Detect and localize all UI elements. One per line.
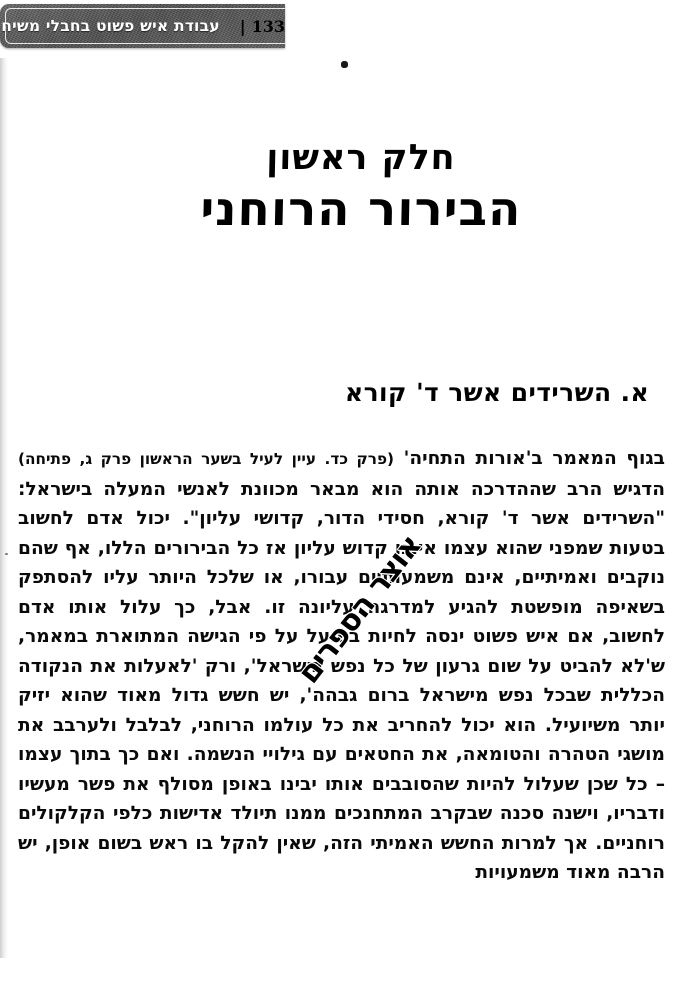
scan-speck-artifact xyxy=(341,61,348,68)
running-head-title: עבודת איש פשוט בחבלי משיח xyxy=(1,17,220,35)
paragraph-source-reference: (פרק כד. עיין לעיל בשער הראשון פרק ג, פתיחה) xyxy=(18,450,395,468)
running-head-separator: | xyxy=(239,16,246,36)
scan-speck-artifact xyxy=(5,553,8,555)
title-block xyxy=(0,140,687,237)
body-paragraph xyxy=(18,444,665,888)
page-title: הבירור הרוחני xyxy=(199,181,523,237)
running-head-banner xyxy=(0,4,285,48)
part-label: חלק ראשון xyxy=(265,138,457,178)
section-heading: א. השרידים אשר ד' קורא xyxy=(344,378,650,407)
paragraph-body: הדגיש הרב שההדרכה אותה הוא מבאר מכוונת לאנשי המעלה בישראל: "השרידים אשר ד' קורא, חסידי הדור, קדושי עליון". יכול אדם לחשוב בטעות שמפני שהוא עצמו איננו קדוש עליון אז כל הבירורים הללו, אף שהם נוקבים ואמיתיים, אינם משמעותיים עבורו, או שלכל היותר עליו להסתפק בשאיפה מופשטת להגיע למדרגה עליונה זו. אבל, כך עלול אותו אדם לחשוב, אם איש פשוט ינסה לחיות בפועל על פי הגישה המתוארת במאמר, ש'לא להביט על שום גרעון של כל נפש בישראל', ורק 'לאעלות את הנקודה הכללית שבכל נפש מישראל ברום גבהה', יש חשש גדול מאוד שהוא יזיק יותר משיועיל. הוא יכול להחריב את כל עולמו הרוחני, לבלבל ולערבב את מושגי הטהרה והטומאה, את החטאים עם גילויי הנשמה. ואם כך בתוך עצמו – כל שכן שעלול להיות שהסובבים אותו יבינו באופן מסולף את פשר מעשיו ודבריו, וישנה סכנה שבקרב המתחנכים ממנו תיולד אדישות כלפי הקלקולים רוחניים. אך למרות החשש האמיתי הזה, שאין להקל בו ראש בשום אופן, יש הרבה מאוד משמעויות xyxy=(18,478,665,883)
running-head-page-number: 133 xyxy=(251,16,285,36)
body-text xyxy=(18,444,665,888)
library-watermark: אוצר הספרים xyxy=(291,528,429,691)
running-head-inner-frame xyxy=(1,8,285,44)
paragraph-lead: בגוף המאמר ב'אורות התחיה' xyxy=(403,448,665,469)
